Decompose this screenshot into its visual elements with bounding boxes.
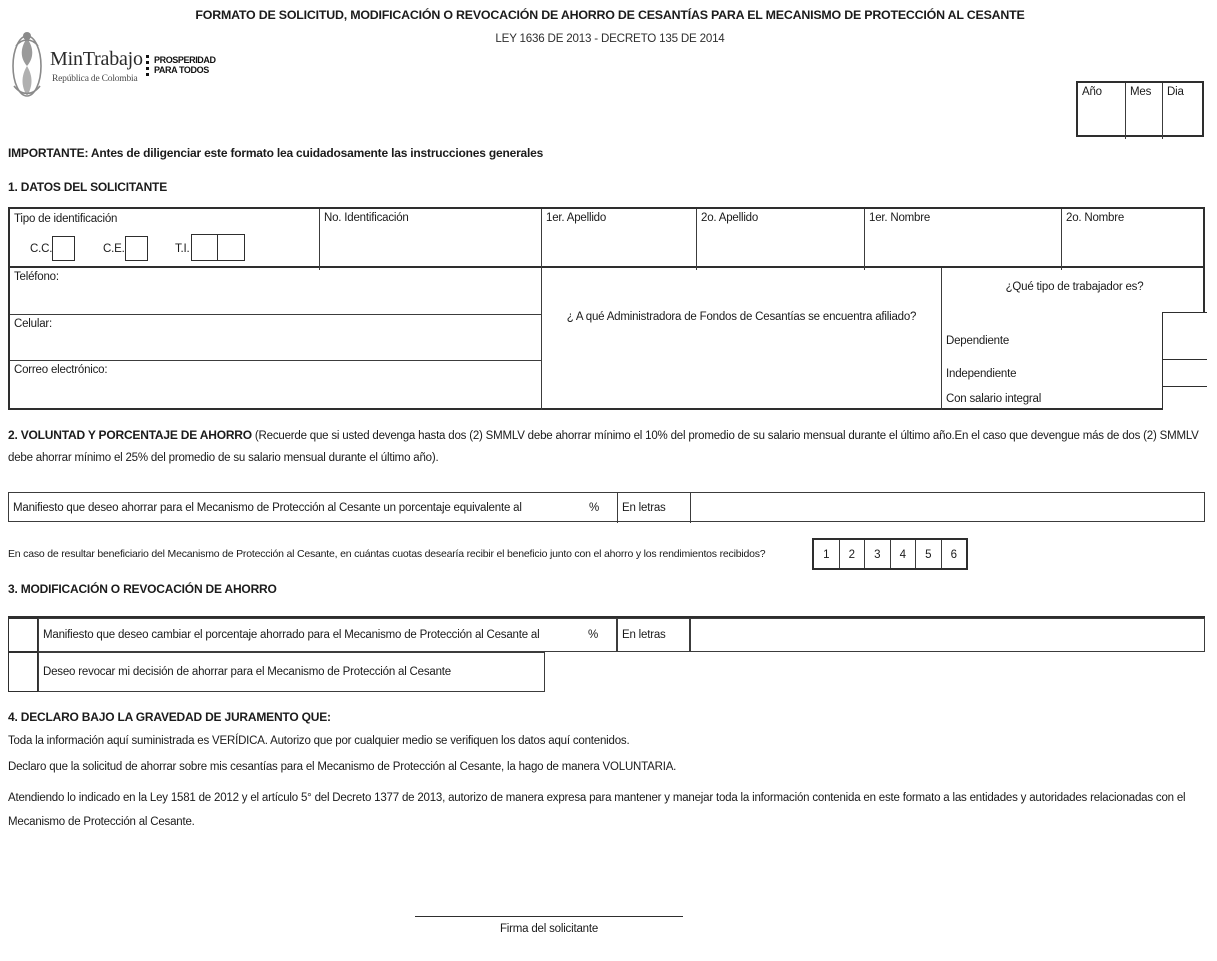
date-year-label: Año	[1082, 86, 1102, 98]
date-cell-day[interactable]	[1163, 83, 1206, 139]
worker-type-cell	[942, 268, 1207, 410]
installment-option-3[interactable]: 3	[865, 540, 891, 568]
savings-percent-symbol: %	[588, 501, 599, 514]
revoke-statement: Deseo revocar mi decisión de ahorrar para el Mecanismo de Protección al Cesante	[43, 665, 451, 678]
section-2-title-note: (Recuerde que si usted devenga hasta dos (2) SMMLV debe ahorrar mínimo el 10% del promedio de su salario mensual durante el último año.En el caso que devengue más de dos (2) SMMLV debe ahorrar mínimo el 25% del promedio de su salario mensual durante el último año).	[8, 430, 1199, 464]
change-statement-cell	[38, 618, 617, 652]
id-type-cc-label: C.C.	[30, 243, 53, 255]
declaration-1: Toda la información aquí suministrada es VERÍDICA. Autorizo que por cualquier medio se verifiquen los datos aquí contenidos.	[8, 735, 630, 747]
date-month-label: Mes	[1130, 86, 1152, 98]
installment-option-6[interactable]: 6	[950, 549, 957, 561]
change-in-letters-input[interactable]	[690, 618, 1205, 652]
section-4-title: 4. DECLARO BAJO LA GRAVEDAD DE JURAMENTO QUE:	[8, 710, 331, 724]
id-type-label: Tipo de identificación	[14, 213, 118, 225]
second-surname-cell[interactable]	[697, 209, 865, 270]
worker-type-integral-label: Con salario integral	[946, 393, 1042, 405]
id-type-ti-checkbox-1[interactable]	[191, 234, 218, 261]
change-percentage-checkbox[interactable]	[8, 618, 38, 652]
mintrabajo-sublabel: República de Colombia	[52, 74, 138, 84]
prosperidad-logo	[146, 55, 216, 76]
prosperidad-line1: PROSPERIDAD	[154, 55, 216, 65]
revoke-statement-cell	[38, 652, 545, 692]
installment-option-2[interactable]: 2	[840, 540, 866, 568]
declaration-2: Declaro que la solicitud de ahorrar sobre mis cesantías para el Mecanismo de Protección al Cesante, la hago de manera VOLUNTARIA.	[8, 761, 677, 773]
page-title: FORMATO DE SOLICITUD, MODIFICACIÓN O REVOCACIÓN DE AHORRO DE CESANTÍAS PARA EL MECANISMO DE PROTECCIÓN AL CESANTE	[195, 8, 1025, 22]
mobile-field[interactable]	[10, 315, 542, 361]
installment-option-4[interactable]: 4	[891, 540, 917, 568]
date-cell-year[interactable]	[1078, 83, 1126, 139]
email-field[interactable]	[10, 361, 542, 410]
revoke-checkbox[interactable]	[8, 652, 38, 692]
signature-label: Firma del solicitante	[499, 923, 599, 935]
id-type-ce-label: C.E.	[103, 243, 125, 255]
installments-options	[812, 538, 968, 570]
prosperidad-line2: PARA TODOS	[154, 65, 209, 76]
applicant-table-top-row	[8, 207, 1205, 268]
id-type-cc-checkbox[interactable]	[52, 236, 75, 261]
modification-table	[8, 616, 1205, 690]
contact-column	[10, 268, 542, 410]
worker-type-dependent-checkbox[interactable]	[1162, 312, 1207, 360]
declaration-3: Atendiendo lo indicado en la Ley 1581 de 2012 y el artículo 5° del Decreto 1377 de 2013, autorizo de manera expresa para mantener y manejar toda la información contenida en este formato a las entidades y autoridades relacionadas con el Mecanismo de Protección al Cesante.	[8, 792, 1186, 828]
id-number-cell[interactable]	[320, 209, 542, 270]
worker-type-independent-label: Independiente	[946, 368, 1017, 380]
change-in-letters-label-cell	[617, 618, 690, 652]
change-percent-symbol: %	[587, 628, 598, 641]
date-box	[1076, 81, 1204, 137]
worker-type-dependent-label: Dependiente	[946, 335, 1010, 347]
first-name-cell[interactable]	[865, 209, 1062, 270]
mintrabajo-crest-icon	[8, 28, 46, 104]
second-surname-label: 2o. Apellido	[701, 212, 759, 224]
second-name-cell[interactable]	[1062, 209, 1207, 270]
section-2-heading	[8, 424, 1208, 469]
date-day-label: Dia	[1167, 86, 1184, 98]
installment-option-1[interactable]: 1	[814, 540, 840, 568]
signature-line[interactable]	[415, 916, 683, 917]
savings-in-letters-label-cell	[618, 493, 691, 523]
savings-statement: Manifiesto que deseo ahorrar para el Mecanismo de Protección al Cesante un porcentaje equivalente al	[13, 501, 522, 514]
afc-question-label: ¿ A qué Administradora de Fondos de Cesantías se encuentra afiliado?	[566, 311, 917, 323]
savings-statement-cell	[9, 493, 618, 523]
first-name-label: 1er. Nombre	[869, 212, 931, 224]
phone-field[interactable]	[10, 268, 542, 315]
section-3-title: 3. MODIFICACIÓN O REVOCACIÓN DE AHORRO	[8, 582, 277, 596]
change-in-letters-label: En letras	[622, 628, 666, 641]
first-surname-cell[interactable]	[542, 209, 697, 270]
first-surname-label: 1er. Apellido	[546, 212, 607, 224]
mintrabajo-wordmark: MinTrabajo	[50, 48, 143, 70]
second-name-label: 2o. Nombre	[1066, 212, 1125, 224]
date-cell-month[interactable]	[1126, 83, 1163, 139]
id-type-ti-checkbox-2[interactable]	[218, 234, 245, 261]
savings-percentage-row	[8, 492, 1205, 522]
afc-question-cell[interactable]	[542, 268, 942, 410]
page-subtitle: LEY 1636 DE 2013 - DECRETO 135 DE 2014	[495, 32, 725, 45]
worker-type-independent-checkbox[interactable]	[1162, 360, 1207, 387]
id-type-ce-checkbox[interactable]	[125, 236, 148, 261]
savings-in-letters-input[interactable]	[691, 493, 1206, 523]
important-note: IMPORTANTE: Antes de diligenciar este formato lea cuidadosamente las instrucciones generales	[8, 146, 544, 160]
id-number-label: No. Identificación	[324, 212, 409, 224]
section-2-title: 2. VOLUNTAD Y PORCENTAJE DE AHORRO	[8, 428, 252, 442]
worker-type-integral-checkbox[interactable]	[1162, 387, 1207, 410]
applicant-table-bottom-row	[8, 268, 1205, 410]
worker-type-question: ¿Qué tipo de trabajador es?	[1005, 281, 1144, 293]
email-label: Correo electrónico:	[14, 364, 108, 376]
section-1-title: 1. DATOS DEL SOLICITANTE	[8, 180, 167, 194]
change-statement: Manifiesto que deseo cambiar el porcentaje ahorrado para el Mecanismo de Protección al Cesante al	[43, 628, 540, 641]
installment-option-5[interactable]: 5	[916, 540, 942, 568]
id-type-ti-label: T.I.	[175, 243, 190, 255]
mobile-label: Celular:	[14, 318, 53, 330]
id-type-cell	[10, 209, 320, 270]
installments-question: En caso de resultar beneficiario del Mecanismo de Protección al Cesante, en cuántas cuotas desearía recibir el beneficio junto con el ahorro y los rendimientos recibidos?	[8, 548, 766, 560]
savings-in-letters-label: En letras	[622, 501, 666, 514]
phone-label: Teléfono:	[14, 271, 59, 283]
